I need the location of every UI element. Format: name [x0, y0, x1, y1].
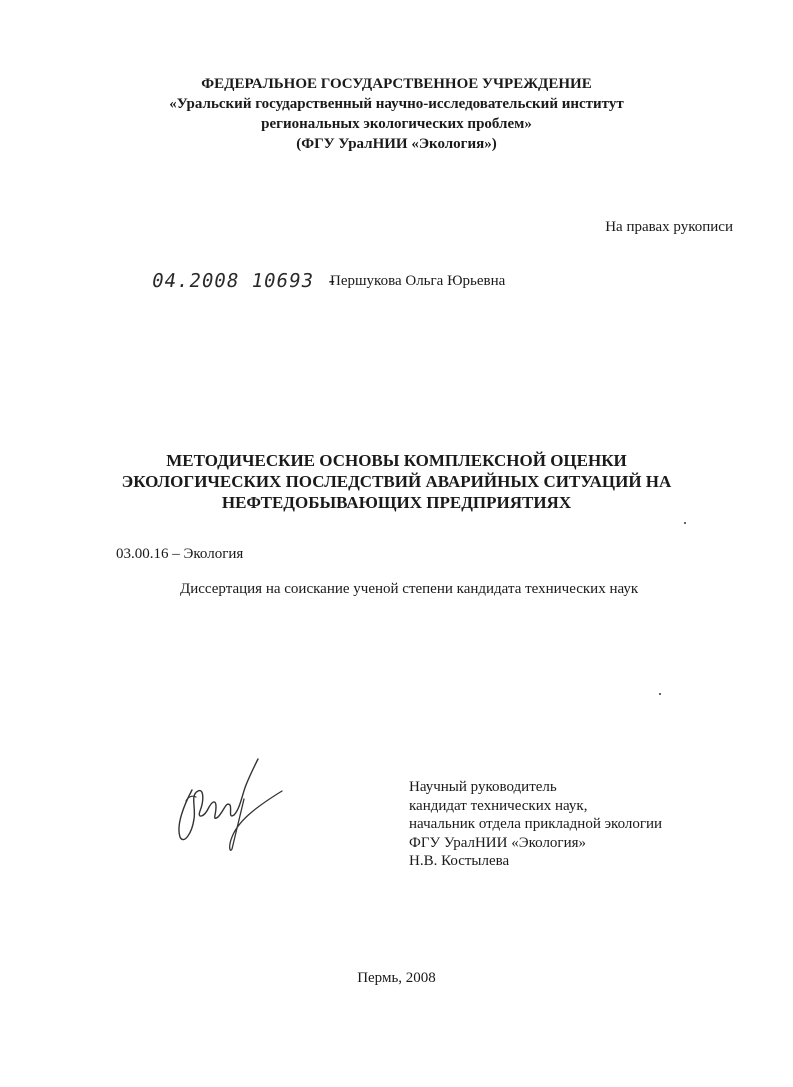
- supervisor-line-1: Научный руководитель: [409, 779, 557, 795]
- scan-speck: [659, 693, 661, 695]
- supervisor-line-2: кандидат технических наук,: [409, 797, 588, 814]
- institution-line-4: (ФГУ УралНИИ «Экология»): [296, 136, 497, 152]
- scan-speck: [684, 522, 686, 524]
- institution-line-3: региональных экологических проблем»: [261, 116, 532, 132]
- supervisor-line-3: начальник отдела прикладной экологии: [409, 816, 663, 832]
- registration-number: 04.2008 10693 -: [150, 270, 341, 292]
- supervisor-block: [409, 778, 662, 871]
- dissertation-title: [0, 450, 793, 513]
- institution-line-1: ФЕДЕРАЛЬНОЕ ГОСУДАРСТВЕННОЕ УЧРЕЖДЕНИЕ: [201, 76, 592, 92]
- author-name: Першукова Ольга Юрьевна: [330, 273, 506, 289]
- title-line-1: МЕТОДИЧЕСКИЕ ОСНОВЫ КОМПЛЕКСНОЙ ОЦЕНКИ: [166, 451, 627, 470]
- specialty-code: 03.00.16 – Экология: [116, 546, 244, 562]
- handwritten-signature: [170, 755, 290, 855]
- supervisor-line-5: Н.В. Костылева: [409, 853, 510, 869]
- title-line-3: НЕФТЕДОБЫВАЮЩИХ ПРЕДПРИЯТИЯХ: [221, 493, 572, 512]
- degree-statement: Диссертация на соискание ученой степени кандидата технических наук: [180, 581, 639, 597]
- institution-header: [0, 74, 793, 154]
- city-year: Пермь, 2008: [357, 970, 436, 986]
- supervisor-line-4: ФГУ УралНИИ «Экология»: [409, 834, 587, 851]
- title-line-2: ЭКОЛОГИЧЕСКИХ ПОСЛЕДСТВИЙ АВАРИЙНЫХ СИТУАЦИЙ НА: [121, 472, 672, 491]
- rights-note: На правах рукописи: [605, 219, 733, 235]
- institution-line-2: «Уральский государственный научно-исследовательский институт: [169, 96, 624, 112]
